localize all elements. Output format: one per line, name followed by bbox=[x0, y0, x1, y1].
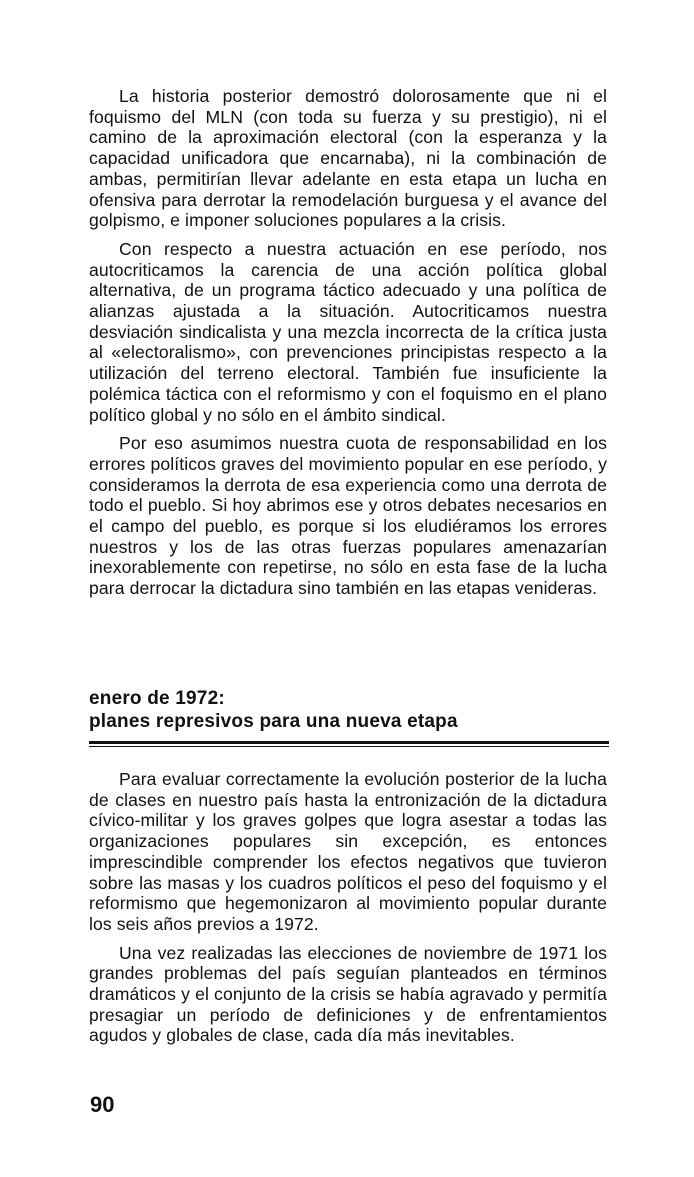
paragraph: La historia posterior demostró dolorosamente que ni el foquismo del MLN (con toda su fuerza y su prestigio), ni el camino de la aproximación electoral (con la esperanza y la capacidad unificadora que encarnaba), ni la combinación de ambas, permitirían llevar adelante en esta etapa un lucha en ofensiva para derrotar la remodelación burguesa y el avance del golpismo, e imponer soluciones populares a la crisis. bbox=[89, 86, 607, 231]
paragraph: Con respecto a nuestra actuación en ese período, nos autocriticamos la carencia de una acción política global alternativa, de un programa táctico adecuado y una política de alianzas ajustada a la situación. Autocriticamos nuestra desviación sindicalista y una mezcla incorrecta de la crítica justa al «electoralismo», con prevenciones principistas respecto a la utilización del terreno electoral. También fue insuficiente la polémica táctica con el reformismo y con el foquismo en el plano político global y no sólo en el ámbito sindical. bbox=[89, 238, 607, 425]
paragraph: Una vez realizadas las elecciones de noviembre de 1971 los grandes problemas del país seguían planteados en términos dramáticos y el conjunto de la crisis se había agravado y permitía presagiar un período de definiciones y de enfrentamientos agudos y globales de clase, cada día más inevitables. bbox=[89, 942, 607, 1046]
heading-rule-thick bbox=[89, 741, 609, 744]
paragraph: Para evaluar correctamente la evolución posterior de la lucha de clases en nuestro país hasta la entronización de la dictadura cívico-militar y los graves golpes que logra asestar a todas las organizaciones populares sin excepción, es entonces imprescindible comprender los efectos negativos que tuvieron sobre las masas y los cuadros políticos el peso del foquismo y el reformismo que hegemonizaron al movimiento popular durante los seis años previos a 1972. bbox=[89, 769, 607, 934]
paragraph: Por eso asumimos nuestra cuota de responsabilidad en los errores políticos graves del movimiento popular en ese período, y consideramos la derrota de esa experiencia como una derrota de todo el pueblo. Si hoy abrimos ese y otros debates necesarios en el campo del pueblo, es porque si los eludiéramos los errores nuestros y los de las otras fuerzas populares amenazarían inexorablemente con repetirse, no sólo en esta fase de la lucha para derrocar la dictadura sino también en las etapas venideras. bbox=[89, 433, 607, 599]
body-text-top bbox=[89, 86, 607, 599]
section-heading-line-1: enero de 1972: bbox=[89, 688, 225, 709]
section-heading bbox=[89, 687, 609, 747]
body-text-bottom bbox=[89, 769, 607, 1046]
page-number: 90 bbox=[90, 1092, 115, 1117]
section-heading-line-2: planes represivos para una nueva etapa bbox=[89, 711, 458, 732]
heading-rule-thin bbox=[89, 746, 609, 747]
